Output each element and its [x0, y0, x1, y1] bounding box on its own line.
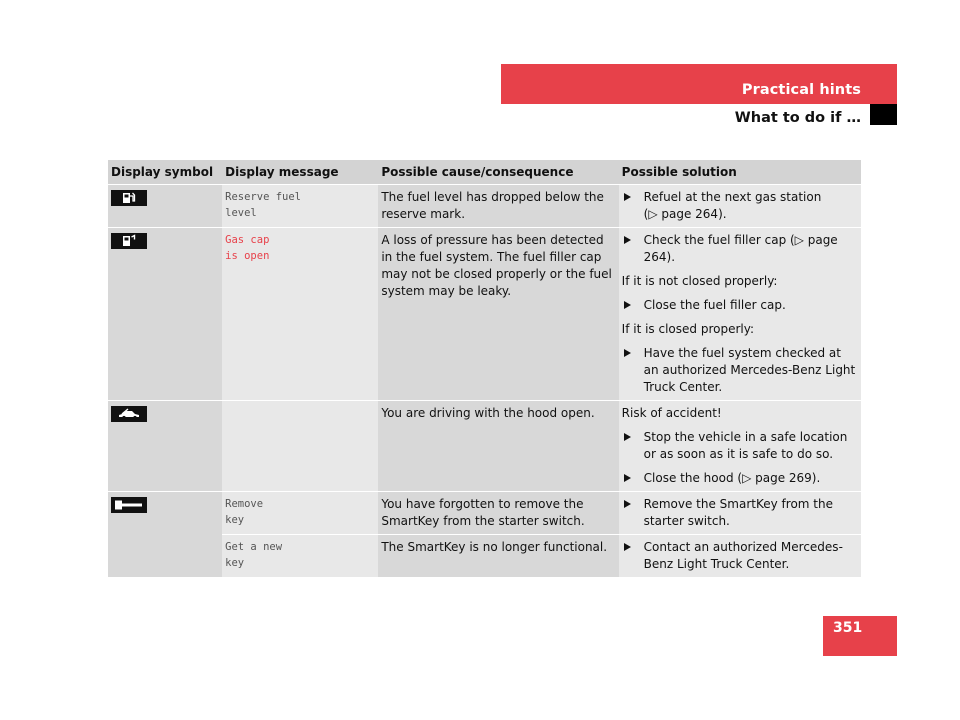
column-header: Possible solution	[619, 160, 861, 185]
step-text: Close the hood (▷ page 269).	[643, 471, 821, 485]
step-text: Check the fuel filler cap (▷ page 264).	[643, 233, 838, 264]
page-number-box	[823, 616, 897, 656]
display-message-table	[108, 160, 861, 578]
cause-cell: The SmartKey is no longer functional.	[378, 535, 618, 578]
column-header: Display symbol	[108, 160, 222, 185]
arrow-bullet-icon	[624, 349, 631, 357]
symbol-cell	[108, 401, 222, 492]
cause-cell: A loss of pressure has been detected in the fuel system. The fuel filler cap may not be closed properly or the fuel system may be leaky.	[378, 228, 618, 401]
step-text: Stop the vehicle in a safe location or as soon as it is safe to do so.	[643, 430, 848, 461]
message-cell	[222, 401, 378, 492]
solution-cell	[619, 401, 861, 492]
arrow-bullet-icon	[624, 236, 631, 244]
display-message: Reserve fuel level	[225, 191, 301, 219]
header-title-area	[501, 0, 897, 140]
cause-cell: The fuel level has dropped below the reserve mark.	[378, 185, 618, 228]
arrow-bullet-icon	[624, 543, 631, 551]
solution-cell	[619, 535, 861, 578]
message-cell	[222, 228, 378, 401]
table-row	[108, 228, 861, 401]
solution-step	[622, 189, 858, 223]
fuel-cap-icon	[111, 233, 147, 249]
arrow-bullet-icon	[624, 433, 631, 441]
solution-note: Risk of accident!	[621, 406, 722, 420]
solution-step	[622, 297, 858, 314]
step-text: Remove the SmartKey from the starter switch.	[643, 497, 833, 528]
step-text: Contact an authorized Mercedes-Benz Light Truck Center.	[643, 540, 843, 571]
solution-step	[622, 345, 858, 396]
column-header: Display message	[222, 160, 378, 185]
step-text: Refuel at the next gas station	[643, 190, 822, 204]
table-row	[108, 185, 861, 228]
smartkey-icon	[111, 497, 147, 513]
solution-step	[622, 470, 858, 487]
symbol-cell	[108, 492, 222, 578]
table-row	[108, 492, 861, 535]
arrow-bullet-icon	[624, 193, 631, 201]
display-message: Remove key	[225, 498, 264, 526]
header-thumb-tab	[870, 104, 897, 125]
step-text: Close the fuel filler cap.	[643, 298, 786, 312]
solution-note: If it is not closed properly:	[621, 274, 778, 288]
step-text: Have the fuel system checked at an authorized Mercedes-Benz Light Truck Center.	[643, 346, 856, 394]
hood-open-icon	[111, 406, 147, 422]
solution-step	[622, 539, 858, 573]
symbol-cell	[108, 185, 222, 228]
table-row	[108, 401, 861, 492]
page-title: What to do if …	[734, 110, 861, 126]
solution-cell	[619, 492, 861, 535]
column-header: Possible cause/consequence	[378, 160, 618, 185]
solution-step	[622, 429, 858, 463]
section-title: Practical hints	[741, 82, 861, 98]
solution-step	[622, 232, 858, 266]
solution-step	[622, 496, 858, 530]
solution-cell	[619, 228, 861, 401]
arrow-bullet-icon	[624, 301, 631, 309]
page-number: 351	[833, 620, 863, 636]
table-header-row	[108, 160, 861, 185]
cause-cell: You are driving with the hood open.	[378, 401, 618, 492]
display-message: Gas cap is open	[225, 234, 270, 262]
display-message: Get a new key	[225, 541, 283, 569]
page-reference: (▷ page 264).	[643, 207, 727, 221]
message-cell	[222, 535, 378, 578]
solution-note: If it is closed properly:	[621, 322, 754, 336]
cause-cell: You have forgotten to remove the SmartKey from the starter switch.	[378, 492, 618, 535]
arrow-bullet-icon	[624, 500, 631, 508]
arrow-bullet-icon	[624, 474, 631, 482]
message-cell	[222, 185, 378, 228]
solution-cell	[619, 185, 861, 228]
message-cell	[222, 492, 378, 535]
symbol-cell	[108, 228, 222, 401]
fuel-pump-icon	[111, 190, 147, 206]
